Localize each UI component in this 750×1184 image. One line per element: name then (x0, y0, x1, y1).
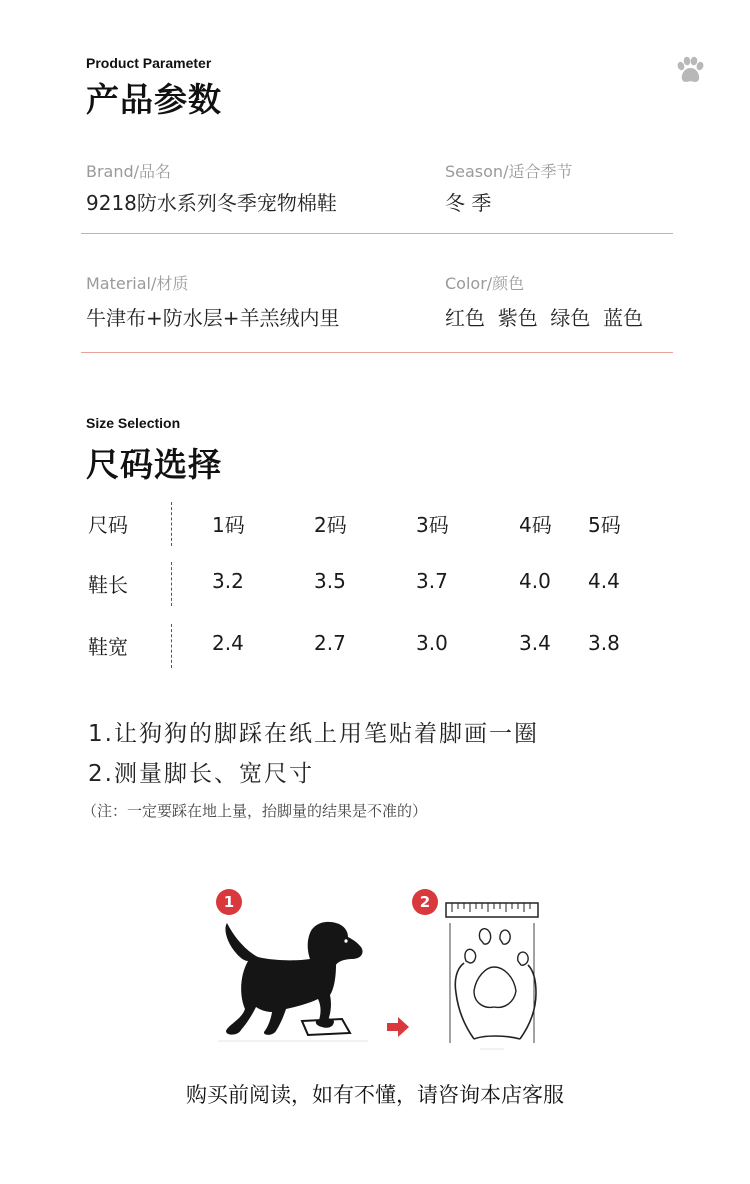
size-row-label: 鞋宽 (88, 635, 128, 659)
size-cell: 3.4 (519, 631, 551, 655)
size-cell: 3码 (416, 513, 449, 537)
params-divider-2 (81, 352, 673, 353)
size-cell: 4码 (519, 513, 552, 537)
paw-icon (674, 56, 706, 86)
size-cell: 3.7 (416, 569, 448, 593)
size-cell: 2码 (314, 513, 347, 537)
size-title-cn: 尺码选择 (86, 445, 222, 484)
brand-value: 9218防水系列冬季宠物棉鞋 (86, 191, 337, 215)
color-value: 红色 紫色 绿色 蓝色 (445, 306, 644, 330)
material-label: Material/材质 (86, 274, 189, 293)
arrow-right-icon (387, 1017, 409, 1037)
brand-label: Brand/品名 (86, 162, 172, 181)
paw-ruler-illustration (444, 901, 540, 1051)
params-title-cn: 产品参数 (86, 80, 222, 119)
step-badge-2: 2 (412, 889, 438, 915)
params-divider-1 (81, 233, 673, 234)
instruction-note: （注：一定要踩在地上量，抬脚量的结果是不准的） (82, 802, 428, 820)
size-cell: 2.4 (212, 631, 244, 655)
footer-notice: 购买前阅读，如有不懂，请咨询本店客服 (186, 1083, 564, 1107)
size-row-label: 尺码 (88, 513, 128, 537)
color-label: Color/颜色 (445, 274, 525, 293)
size-row-separator (171, 624, 172, 668)
size-row-separator (171, 562, 172, 606)
size-row-label: 鞋长 (88, 573, 128, 597)
size-cell: 2.7 (314, 631, 346, 655)
size-row-separator (171, 502, 172, 546)
size-cell: 3.5 (314, 569, 346, 593)
season-value: 冬 季 (445, 191, 492, 215)
size-cell: 4.0 (519, 569, 551, 593)
params-title-en: Product Parameter (86, 55, 212, 71)
size-cell: 5码 (588, 513, 621, 537)
instruction-step-1: 1.让狗狗的脚踩在纸上用笔贴着脚画一圈 (88, 721, 539, 747)
size-title-en: Size Selection (86, 415, 181, 431)
material-value: 牛津布+防水层+羊羔绒内里 (86, 306, 340, 330)
size-cell: 3.2 (212, 569, 244, 593)
size-cell: 1码 (212, 513, 245, 537)
size-cell: 3.8 (588, 631, 620, 655)
step-badge-1: 1 (216, 889, 242, 915)
instruction-step-2: 2.测量脚长、宽尺寸 (88, 761, 314, 787)
dog-illustration (218, 915, 368, 1045)
size-cell: 3.0 (416, 631, 448, 655)
size-cell: 4.4 (588, 569, 620, 593)
season-label: Season/适合季节 (445, 162, 573, 181)
